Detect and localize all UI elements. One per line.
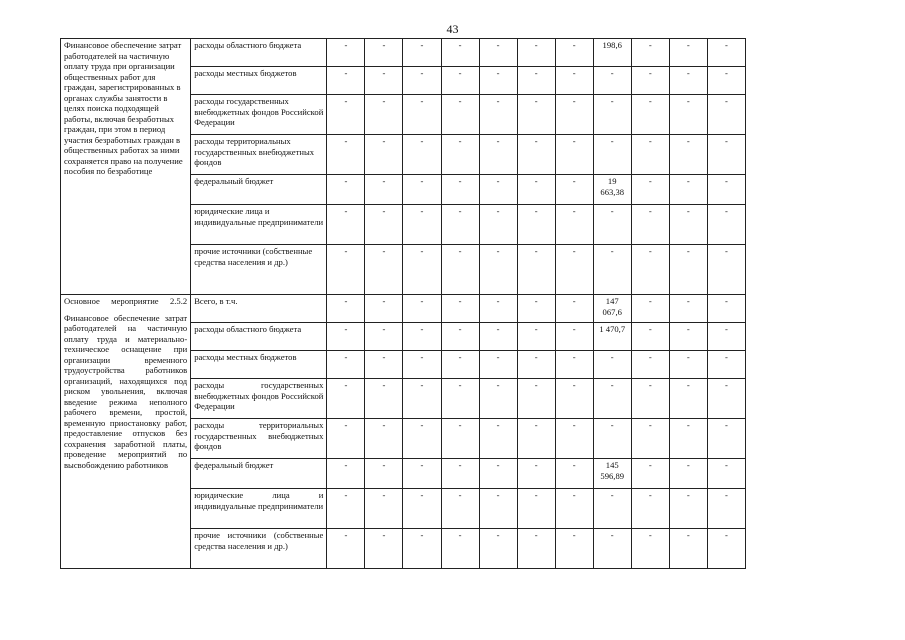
value-cell: - (669, 419, 707, 459)
value-cell: - (327, 205, 365, 245)
value-cell: - (631, 323, 669, 351)
value-cell: - (669, 135, 707, 175)
value-cell: 19 663,38 (593, 175, 631, 205)
value-cell: - (669, 245, 707, 295)
value-cell: - (365, 351, 403, 379)
funding-source: федеральный бюджет (191, 459, 327, 489)
value-cell: - (479, 379, 517, 419)
table-row (61, 295, 746, 323)
funding-source: расходы территориальных государственных внебюджетных фондов (191, 419, 327, 459)
value-cell: - (365, 295, 403, 323)
funding-source: расходы местных бюджетов (191, 67, 327, 95)
value-cell: - (707, 175, 745, 205)
value-cell: - (403, 419, 441, 459)
value-cell: - (517, 419, 555, 459)
value-cell: - (669, 67, 707, 95)
activity-text: Финансовое обеспечение затрат работодателей на частичную оплату труда и материально-техническое оснащение при организации временного трудоустройства работников организаций, находящихся под риском увольнения, включая введение режима неполного рабочего времени, простой, временную приостановку работ, предоставление отпусков без сохранения заработной платы, проведение мероприятий по высвобождению работников (64, 312, 188, 470)
value-cell: - (555, 489, 593, 529)
value-cell: - (707, 351, 745, 379)
value-cell: - (707, 95, 745, 135)
value-cell: - (707, 379, 745, 419)
value-cell: - (441, 135, 479, 175)
value-cell: - (669, 95, 707, 135)
value-cell: - (479, 459, 517, 489)
activity-text: Финансовое обеспечение затрат работодателей на частичную оплату труда при организации общественных работ для граждан, зарегистрированных в органах службы занятости в целях поиска подходящей работы, включая безработных граждан, при этом в период участия безработных граждан в общественных работах за ними сохраняется право на получение пособия по безработице (64, 40, 183, 176)
value-cell: - (669, 175, 707, 205)
value-cell: - (555, 245, 593, 295)
value-cell: - (631, 95, 669, 135)
value-cell: - (631, 67, 669, 95)
value-cell: - (669, 379, 707, 419)
table-body (61, 39, 746, 569)
value-cell: - (555, 135, 593, 175)
value-cell: - (631, 205, 669, 245)
value-cell: - (593, 135, 631, 175)
value-cell: 145 596,89 (593, 459, 631, 489)
value-cell: - (669, 489, 707, 529)
value-cell: - (441, 39, 479, 67)
value-cell: - (593, 489, 631, 529)
value-cell: - (669, 529, 707, 569)
value-cell: - (327, 95, 365, 135)
value-cell: - (669, 459, 707, 489)
value-cell: - (669, 39, 707, 67)
value-cell: - (631, 459, 669, 489)
value-cell: - (327, 489, 365, 529)
value-cell: - (517, 323, 555, 351)
value-cell: - (327, 295, 365, 323)
value-cell: - (631, 175, 669, 205)
value-cell: - (707, 67, 745, 95)
value-cell: - (479, 419, 517, 459)
value-cell: - (441, 489, 479, 529)
value-cell: - (365, 323, 403, 351)
value-cell: - (403, 39, 441, 67)
value-cell: - (555, 205, 593, 245)
value-cell: - (403, 529, 441, 569)
value-cell: - (517, 351, 555, 379)
value-cell: - (593, 205, 631, 245)
value-cell: - (555, 175, 593, 205)
funding-source: Всего, в т.ч. (191, 295, 327, 323)
value-cell: - (517, 205, 555, 245)
value-cell: - (403, 323, 441, 351)
value-cell: - (479, 529, 517, 569)
value-cell: - (365, 67, 403, 95)
value-cell: - (327, 67, 365, 95)
value-cell: - (479, 295, 517, 323)
value-cell: - (327, 459, 365, 489)
value-cell: - (403, 67, 441, 95)
funding-source: расходы местных бюджетов (191, 351, 327, 379)
value-cell: - (327, 529, 365, 569)
value-cell: - (327, 135, 365, 175)
value-cell: - (327, 323, 365, 351)
value-cell: - (441, 419, 479, 459)
value-cell: - (517, 135, 555, 175)
value-cell: - (707, 245, 745, 295)
value-cell: - (441, 379, 479, 419)
value-cell: - (555, 67, 593, 95)
value-cell: - (707, 489, 745, 529)
value-cell: - (517, 379, 555, 419)
value-cell: - (403, 459, 441, 489)
value-cell: - (479, 245, 517, 295)
value-cell: - (403, 135, 441, 175)
activity-description (61, 295, 191, 569)
value-cell: - (593, 419, 631, 459)
value-cell: - (479, 135, 517, 175)
value-cell: - (479, 205, 517, 245)
value-cell: - (707, 135, 745, 175)
value-cell: 147 067,6 (593, 295, 631, 323)
value-cell: - (669, 205, 707, 245)
value-cell: - (365, 95, 403, 135)
value-cell: - (479, 489, 517, 529)
value-cell: - (555, 323, 593, 351)
value-cell: - (365, 419, 403, 459)
page-number: 43 (446, 22, 459, 36)
activity-title: Основное мероприятие 2.5.2 (64, 296, 188, 306)
value-cell: - (327, 419, 365, 459)
value-cell: - (441, 175, 479, 205)
value-cell: - (517, 529, 555, 569)
value-cell: - (327, 379, 365, 419)
funding-source: расходы государственных внебюджетных фондов Российской Федерации (191, 95, 327, 135)
value-cell: - (631, 351, 669, 379)
value-cell: - (403, 351, 441, 379)
value-cell: - (441, 95, 479, 135)
table-row (61, 39, 746, 67)
funding-source: расходы областного бюджета (191, 323, 327, 351)
value-cell: - (365, 205, 403, 245)
value-cell: - (365, 379, 403, 419)
value-cell: - (517, 175, 555, 205)
value-cell: - (403, 205, 441, 245)
value-cell: - (441, 295, 479, 323)
funding-source: федеральный бюджет (191, 175, 327, 205)
value-cell: - (555, 419, 593, 459)
value-cell: - (707, 419, 745, 459)
funding-source: расходы территориальных государственных внебюджетных фондов (191, 135, 327, 175)
value-cell: - (593, 95, 631, 135)
value-cell: - (403, 245, 441, 295)
value-cell: - (327, 351, 365, 379)
value-cell: - (555, 351, 593, 379)
value-cell: - (441, 529, 479, 569)
value-cell: - (517, 67, 555, 95)
value-cell: - (593, 379, 631, 419)
value-cell: - (327, 39, 365, 67)
value-cell: - (593, 529, 631, 569)
value-cell: - (441, 351, 479, 379)
value-cell: - (707, 39, 745, 67)
value-cell: - (517, 95, 555, 135)
value-cell: - (479, 323, 517, 351)
funding-source: прочие источники (собственные средства населения и др.) (191, 529, 327, 569)
value-cell: - (707, 295, 745, 323)
funding-source: расходы областного бюджета (191, 39, 327, 67)
funding-source: юридические лица и индивидуальные предприниматели (191, 205, 327, 245)
value-cell: - (631, 135, 669, 175)
value-cell: - (631, 489, 669, 529)
value-cell: - (631, 295, 669, 323)
value-cell: - (403, 95, 441, 135)
value-cell: - (631, 39, 669, 67)
value-cell: - (327, 245, 365, 295)
value-cell: - (327, 175, 365, 205)
value-cell: - (707, 323, 745, 351)
value-cell: 198,6 (593, 39, 631, 67)
value-cell: - (479, 39, 517, 67)
funding-source: юридические лица и индивидуальные предприниматели (191, 489, 327, 529)
value-cell: - (479, 175, 517, 205)
value-cell: - (441, 245, 479, 295)
value-cell: - (365, 135, 403, 175)
value-cell: - (403, 379, 441, 419)
value-cell: - (631, 529, 669, 569)
value-cell: - (707, 529, 745, 569)
value-cell: - (517, 245, 555, 295)
value-cell: - (631, 379, 669, 419)
value-cell: - (441, 67, 479, 95)
value-cell: - (593, 245, 631, 295)
value-cell: - (441, 323, 479, 351)
value-cell: 1 470,7 (593, 323, 631, 351)
value-cell: - (555, 459, 593, 489)
value-cell: - (479, 351, 517, 379)
value-cell: - (555, 39, 593, 67)
value-cell: - (593, 67, 631, 95)
value-cell: - (365, 39, 403, 67)
value-cell: - (555, 295, 593, 323)
value-cell: - (517, 39, 555, 67)
value-cell: - (517, 459, 555, 489)
value-cell: - (555, 529, 593, 569)
value-cell: - (517, 489, 555, 529)
value-cell: - (441, 205, 479, 245)
value-cell: - (403, 295, 441, 323)
value-cell: - (441, 459, 479, 489)
value-cell: - (403, 489, 441, 529)
value-cell: - (365, 175, 403, 205)
value-cell: - (631, 419, 669, 459)
value-cell: - (669, 295, 707, 323)
value-cell: - (365, 245, 403, 295)
value-cell: - (479, 67, 517, 95)
value-cell: - (669, 351, 707, 379)
budget-table (60, 38, 746, 569)
value-cell: - (707, 459, 745, 489)
value-cell: - (365, 489, 403, 529)
value-cell: - (631, 245, 669, 295)
value-cell: - (403, 175, 441, 205)
activity-description (61, 39, 191, 295)
value-cell: - (555, 379, 593, 419)
value-cell: - (593, 351, 631, 379)
value-cell: - (669, 323, 707, 351)
value-cell: - (517, 295, 555, 323)
value-cell: - (479, 95, 517, 135)
value-cell: - (365, 459, 403, 489)
funding-source: прочие источники (собственные средства населения и др.) (191, 245, 327, 295)
funding-source: расходы государственных внебюджетных фондов Российской Федерации (191, 379, 327, 419)
value-cell: - (707, 205, 745, 245)
value-cell: - (365, 529, 403, 569)
value-cell: - (555, 95, 593, 135)
